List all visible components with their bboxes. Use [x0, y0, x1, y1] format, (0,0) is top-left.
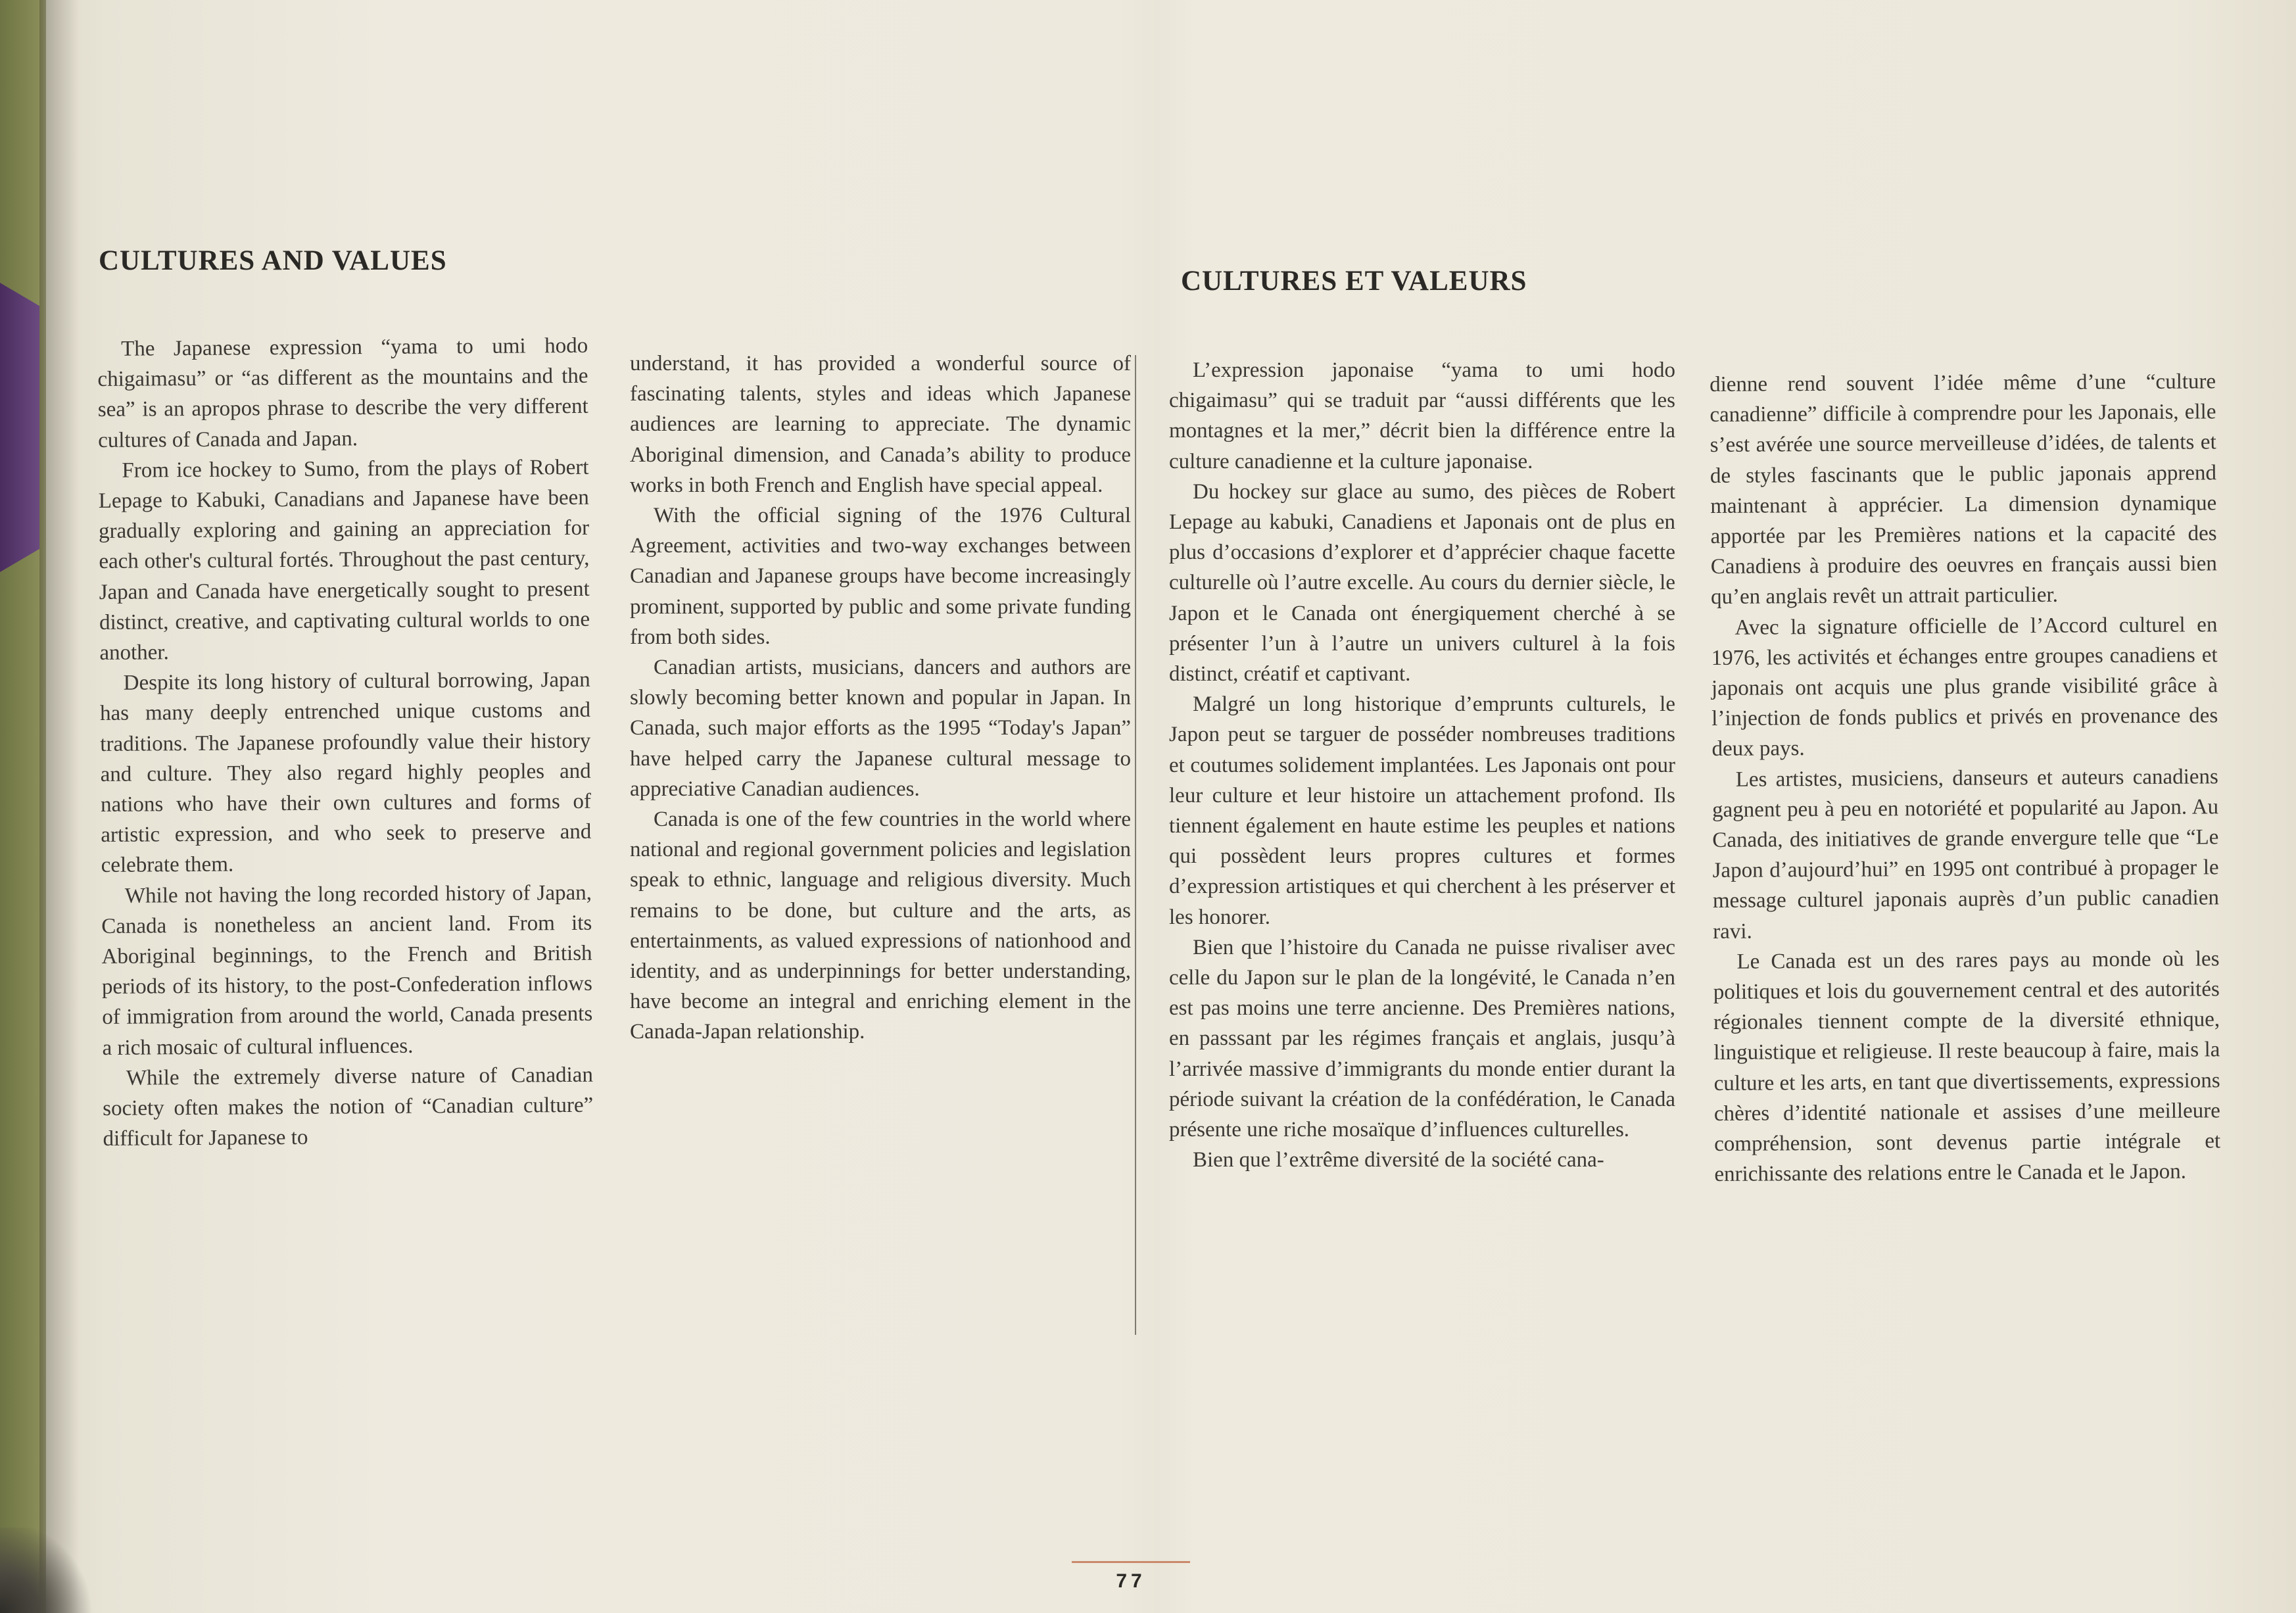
paragraph: While the extremely diverse nature of Canadian society often makes the notion of “Canadian culture” difficult for Japanese to	[103, 1063, 594, 1151]
english-column-1	[97, 331, 594, 1155]
paragraph: L’expression japonaise “yama to umi hodo chigaimasu” qui se traduit par “aussi différents que les montagnes et la mer,” décrit bien la différence entre la culture canadienne et la culture japonaise.	[1169, 358, 1675, 473]
paragraph: Avec la signature officielle de l’Accord culturel en 1976, les activités et échanges entre groupes canadiens et japonais ont acquis une plus grande visibilité grâce à l’injection de fonds publics et privés en provenance des deux pays.	[1711, 612, 2218, 761]
paragraph: Le Canada est un des rares pays au monde où les politiques et lois du gouvernement central et des autorités régionales tiennent compte de la diversité ethnique, linguistique et religieuse. Il reste beaucoup à faire, mais la culture et les arts, en tant que divertissements, expressions chères d’identité nationale et assises d’une meilleure compréhension, sont devenus partie intégrale et enrichissante des relations entre le Canada et le Japon.	[1713, 947, 2221, 1187]
binding-ribbon	[0, 283, 39, 572]
paragraph: The Japanese expression “yama to umi hodo chigaimasu” or “as different as the mountains and the sea” is an apropos phrase to describe the very different cultures of Canada and Japan.	[97, 333, 588, 452]
paragraph: Du hockey sur glace au sumo, des pièces de Robert Lepage au kabuki, Canadiens et Japonais ont de plus en plus d’occasions d’explorer et d’apprécier chaque facette culturelle où l’autre excelle. Au cours du dernier siècle, le Japon et le Canada ont énergiquement cherché à se présenter l’un à l’autre un univers culturel à la fois distinct, créatif et captivant.	[1169, 479, 1675, 686]
paragraph: Bien que l’histoire du Canada ne puisse rivaliser avec celle du Japon sur le plan de la longévité, le Canada n’en est pas moins une terre ancienne. Des Premières nations, en passsant par les régimes français et anglais, jusqu’à l’arrivée massive d’immigrants du monde entier durant la période suivant la création de la confédération, le Canada présente une riche mosaïque d’influences culturelles.	[1169, 935, 1675, 1142]
paragraph: Despite its long history of cultural borrowing, Japan has many deeply entrenched unique customs and traditions. The Japanese profoundly value their history and culture. They also regard highly peoples and nations who have their own cultures and forms of artistic expression, and who seek to preserve and celebrate them.	[99, 668, 592, 878]
english-column-2	[630, 349, 1131, 1047]
paragraph: dienne rend souvent l’idée même d’une “culture canadienne” difficile à comprendre pour les Japonais, elle s’est avérée une source merveilleuse d’idées, de talents et de styles fascinants que le public japonais apprend maintenant à apprécier. La dimension dynamique apportée par les Premières nations et la capacité des Canadiens à produire des oeuvres en français aussi bien qu’en anglais revêt un attrait particulier.	[1710, 370, 2217, 610]
french-column-3	[1169, 355, 1675, 1175]
gutter-shadow	[39, 0, 79, 1613]
paragraph: Bien que l’extrême diversité de la société cana-	[1193, 1148, 1604, 1172]
paragraph: Malgré un long historique d’emprunts culturels, le Japon peut se targuer de posséder nombreuses traditions et coutumes solidement implantées. Les Japonais ont pour leur culture et leur histoire un attachement profond. Ils tiennent également en haute estime les peuples et nations qui possèdent leurs propres cultures et formes d’expression artistiques et qui cherchent à les préserver et les honorer.	[1169, 692, 1675, 929]
paragraph: From ice hockey to Sumo, from the plays of Robert Lepage to Kabuki, Canadians and Japanese have been gradually exploring and gaining an appreciation for each other's cultural fortés. Throughout the past century, Japan and Canada have energetically sought to present distinct, creative, and captivating cultural worlds to one another.	[98, 455, 590, 665]
folio-rule	[1072, 1561, 1190, 1563]
paragraph: While not having the long recorded history of Japan, Canada is nonetheless an ancient land. From its Aboriginal beginnings, to the French and British periods of its history, to the post-Confederation inflows of immigration from around the world, Canada presents a rich mosaic of cultural influences.	[101, 880, 593, 1060]
page-number: 77	[1116, 1570, 1146, 1592]
english-heading: CULTURES AND VALUES	[99, 245, 447, 276]
paragraph: Canada is one of the few countries in the world where national and regional government policies and legislation speak to ethnic, language and religious diversity. Much remains to be done, but culture and the arts, as entertainments, as valued expressions of nationhood and identity, and as underpinnings for better understanding, have become an integral and enriching element in the Canada-Japan relationship.	[630, 807, 1131, 1044]
paragraph: Les artistes, musiciens, danseurs et auteurs canadiens gagnent peu à peu en notoriété et popularité au Japon. Au Canada, des initiatives de grande envergure telle que “Le Japon d’aujourd’hui” en 1995 ont contribué à propager le message culturel japonais auprès d’un public canadien ravi.	[1711, 764, 2220, 944]
paragraph: Canadian artists, musicians, dancers and authors are slowly becoming better known and popular in Japan. In Canada, such major efforts as the 1995 “Today's Japan” have helped carry the Japanese cultural message to appreciative Canadian audiences.	[630, 656, 1131, 801]
french-heading: CULTURES ET VALEURS	[1181, 266, 1527, 297]
page-curl-shadow	[0, 1528, 92, 1613]
column-divider	[1135, 355, 1136, 1335]
paragraph: understand, it has provided a wonderful source of fascinating talents, styles and ideas which Japanese audiences are learning to appreciate. The dynamic Aboriginal dimension, and Canada’s ability to produce works in both French and English have special appeal.	[630, 352, 1131, 497]
french-column-4	[1710, 366, 2221, 1190]
paragraph: With the official signing of the 1976 Cultural Agreement, activities and two-way exchanges between Canadian and Japanese groups have become increasingly prominent, supported by public and some private funding from both sides.	[630, 504, 1131, 649]
